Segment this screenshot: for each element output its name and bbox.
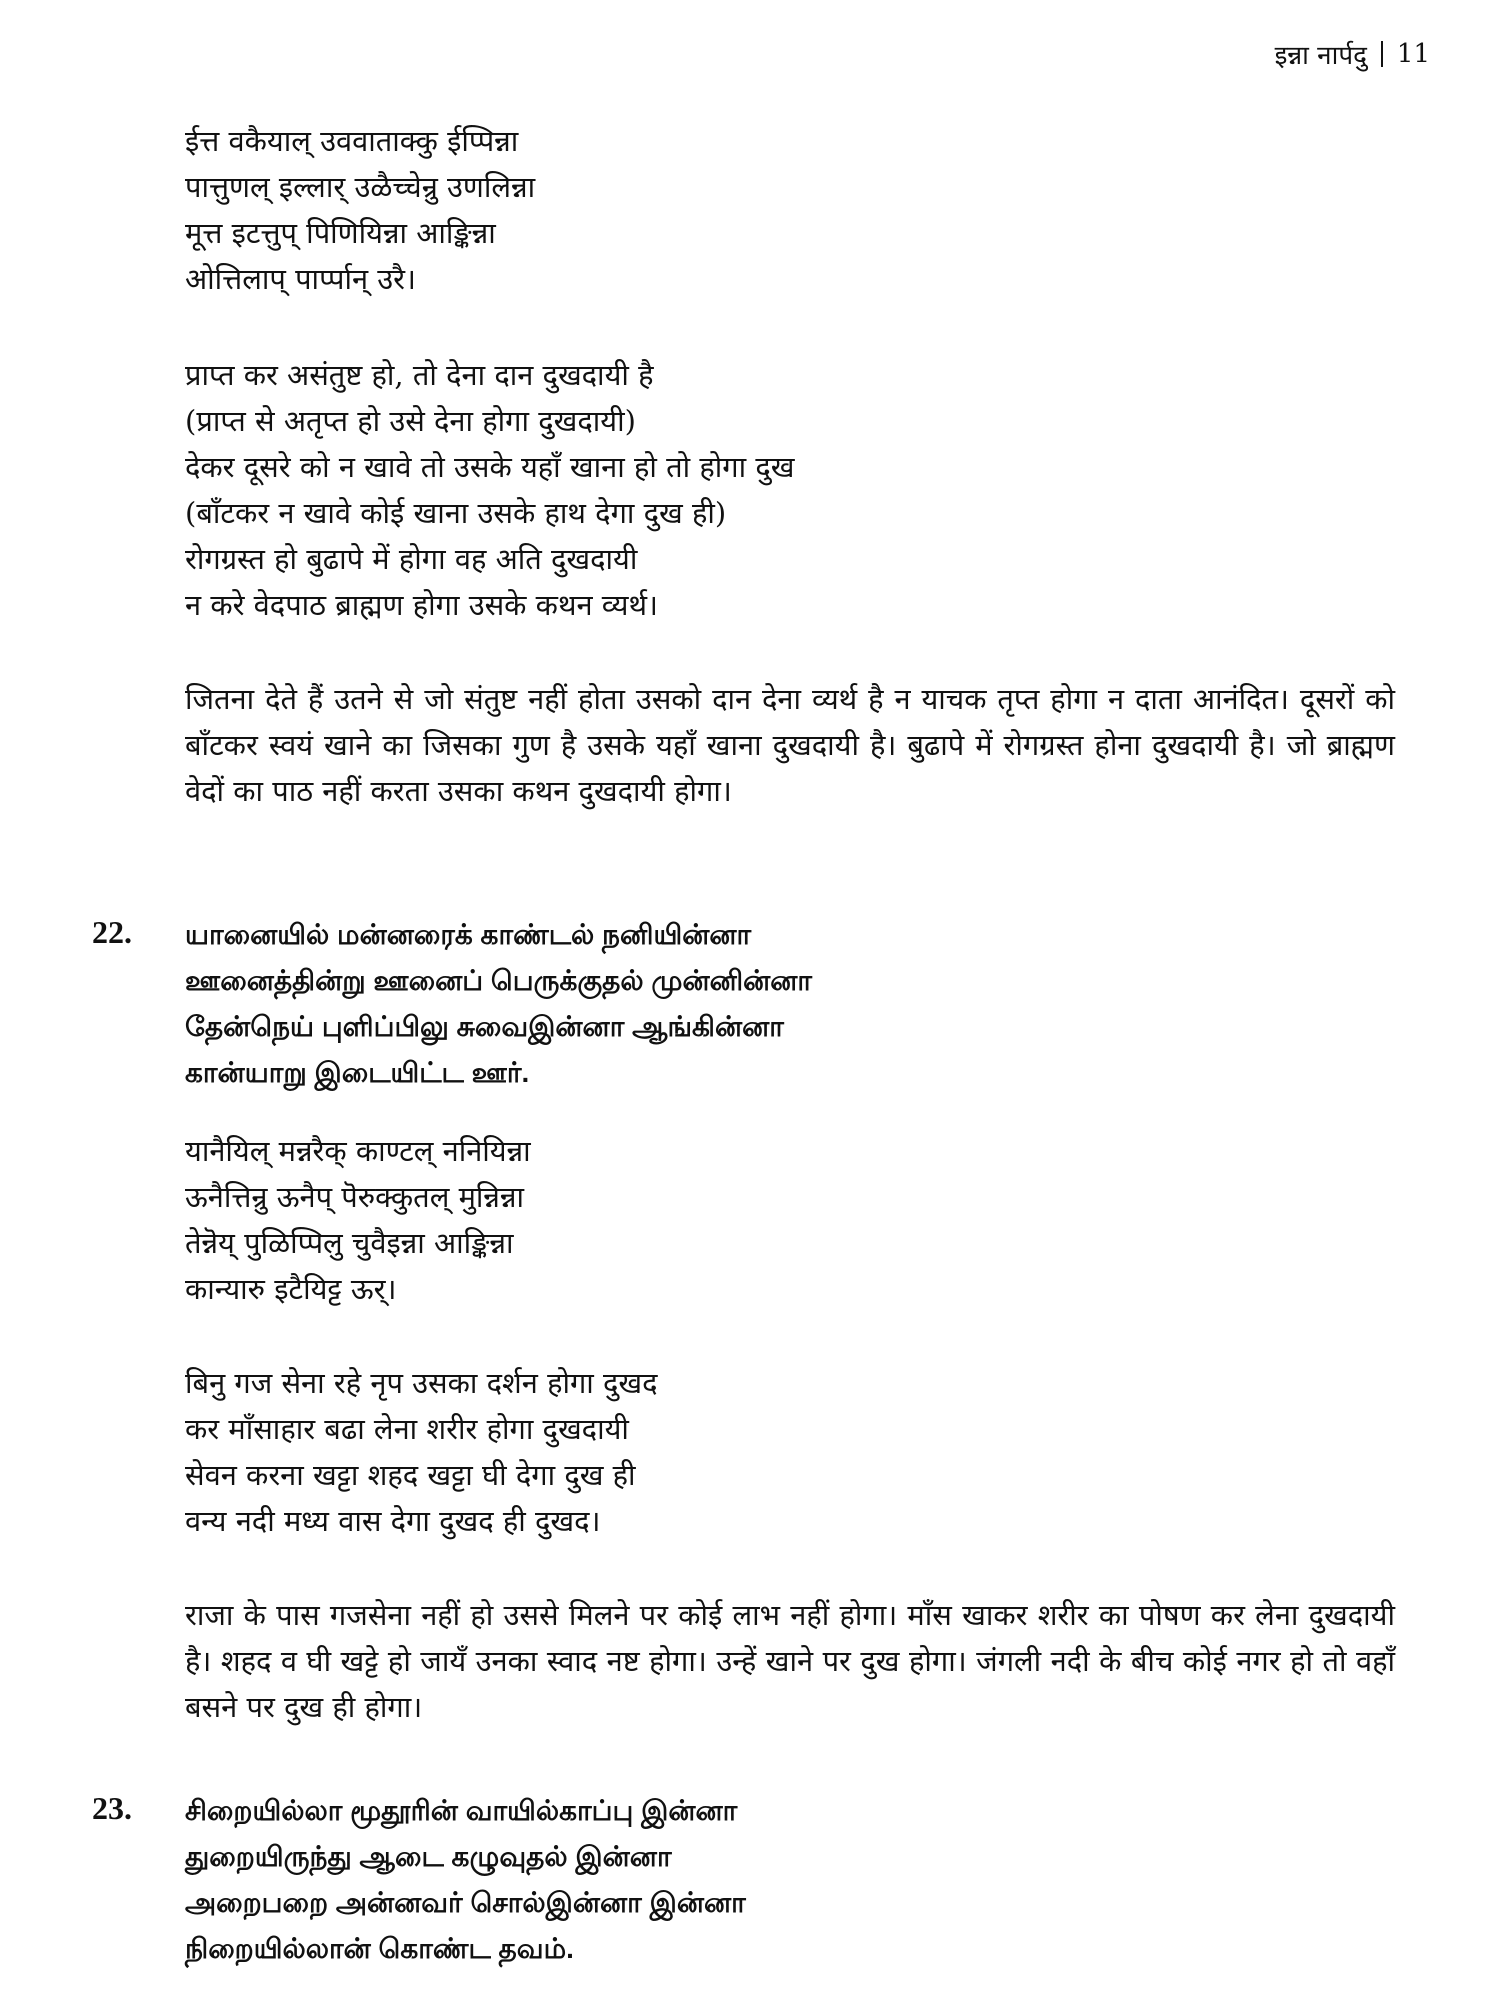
s22-translit-line-2: ऊनैत्तिन्रु ऊनैप् पॆरुक्कुतल् मुन्निन्ना [185, 1180, 524, 1214]
s22-prose: राजा के पास गजसेना नहीं हो उससे मिलने पर कोई लाभ नहीं होगा। माँस खाकर शरीर का पोषण कर लेना दुखदायी है। शहद व घी खट्टे हो जायँ उनका स्वाद नष्ट होगा। उन्हें खाने पर दुख होगा। जंगली नदी के बीच कोई नगर हो तो वहाँ बसने पर दुख ही होगा। [185, 1598, 1395, 1724]
s22-tamil [185, 912, 1395, 1096]
header-title: इन्ना नार्पदु [1274, 41, 1367, 71]
s21-translit-line-3: मूत्त इटत्तुप् पिणियिन्ना आङ्किन्ना [185, 216, 496, 250]
s22-transliteration [185, 1128, 1395, 1312]
s23-tamil-line-3: அறைபறை அன்னவர் சொல்இன்னா இன்னா [185, 1887, 746, 1918]
s22-translit-line-1: यानैयिल् मन्नरैक् काण्टल् ननियिन्ना [185, 1134, 531, 1168]
verse-number-23: 23. [92, 1790, 132, 1826]
s21-verse-line-3: देकर दूसरे को न खावे तो उसके यहाँ खाना हो तो होगा दुख [185, 450, 795, 484]
s21-verse-line-2: (प्राप्त से अतृप्त हो उसे देना होगा दुखदायी) [185, 404, 636, 438]
s22-verse-line-1: बिनु गज सेना रहे नृप उसका दर्शन होगा दुखद [185, 1366, 658, 1400]
s21-verse-line-6: न करे वेदपाठ ब्राह्मण होगा उसके कथन व्यर्थ। [185, 588, 659, 622]
verse-number-22: 22. [92, 914, 132, 950]
running-header [1275, 36, 1430, 72]
s21-translit-line-4: ओत्तिलाप् पार्प्पान् उरै। [185, 262, 417, 296]
s21-verse-line-4: (बाँटकर न खावे कोई खाना उसके हाथ देगा दुख ही) [185, 496, 727, 530]
s22-verse-line-2: कर माँसाहार बढा लेना शरीर होगा दुखदायी [185, 1412, 629, 1446]
s22-tamil-line-1: யானையில் மன்னரைக் காண்டல் நனியின்னா [185, 919, 752, 950]
page-number: 11 [1396, 39, 1430, 69]
s21-verse [185, 352, 1395, 628]
s21-transliteration [185, 118, 1395, 302]
s21-translit-line-2: पात्तुणल् इल्लार् उळैच्चेन्रु उणलिन्ना [185, 170, 536, 204]
s22-verse-line-4: वन्य नदी मध्य वास देगा दुखद ही दुखद। [185, 1504, 601, 1538]
s21-verse-line-1: प्राप्त कर असंतुष्ट हो, तो देना दान दुखदायी है [185, 358, 654, 392]
s23-tamil-line-4: நிறையில்லான் கொண்ட தவம். [185, 1933, 574, 1964]
s23-tamil [185, 1788, 1395, 1972]
s22-verse-line-3: सेवन करना खट्टा शहद खट्टा घी देगा दुख ही [185, 1458, 636, 1492]
s22-tamil-line-2: ஊனைத்தின்று ஊனைப் பெருக்குதல் முன்னின்னா [185, 965, 813, 996]
s21-verse-line-5: रोगग्रस्त हो बुढापे में होगा वह अति दुखदायी [185, 542, 638, 576]
s21-translit-line-1: ईत्त वकैयाल् उववाताक्कु ईप्पिन्ना [185, 124, 519, 158]
s22-verse [185, 1360, 1395, 1544]
s23-tamil-line-1: சிறையில்லா மூதூரின் வாயில்காப்பு இன்னா [185, 1795, 738, 1826]
header-divider [1381, 41, 1383, 67]
s22-translit-line-4: कान्यारु इटैयिट्ट ऊर्। [185, 1272, 397, 1306]
s22-tamil-line-4: கான்யாறு இடையிட்ட ஊர். [185, 1057, 530, 1088]
s21-prose: जितना देते हैं उतने से जो संतुष्ट नहीं होता उसको दान देना व्यर्थ है न याचक तृप्त होगा न दाता आनंदित। दूसरों को बाँटकर स्वयं खाने का जिसका गुण है उसके यहाँ खाना दुखदायी है। बुढापे में रोगग्रस्त होना दुखदायी है। जो ब्राह्मण वेदों का पाठ नहीं करता उसका कथन दुखदायी होगा। [185, 682, 1395, 808]
s22-tamil-line-3: தேன்நெய் புளிப்பிலு சுவைஇன்னா ஆங்கின்னா [185, 1011, 784, 1042]
s22-translit-line-3: तेन्नॆय् पुळिप्पिलु चुवैइन्ना आङ्किन्ना [185, 1226, 514, 1260]
s23-tamil-line-2: துறையிருந்து ஆடை கழுவுதல் இன்னா [185, 1841, 672, 1872]
